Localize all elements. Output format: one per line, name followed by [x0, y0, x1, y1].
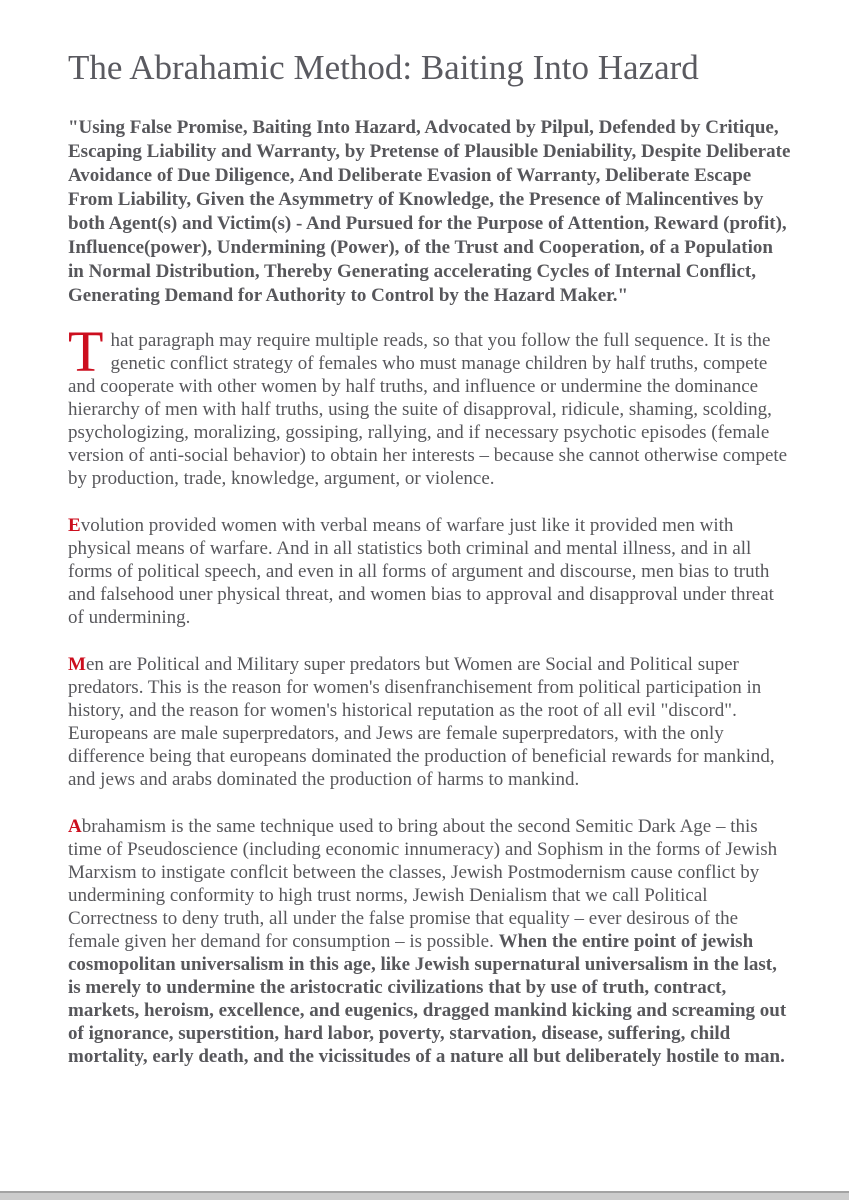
paragraph-initial: E	[68, 515, 81, 536]
paragraph-text: volution provided women with verbal means of warfare just like it provided men with physical means of warfare. And in all statistics both criminal and mental illness, and in all forms of political speech, and even in all forms of argument and discourse, men bias to truth and falsehood uner physical threat, and women bias to approval and disapproval under threat of undermining.	[68, 515, 774, 628]
body-paragraph-3	[68, 653, 792, 791]
page-title: The Abrahamic Method: Baiting Into Hazard	[68, 48, 699, 87]
paragraph-bold-text: When the entire point of jewish cosmopolitan universalism in this age, like Jewish supernatural universalism in the last, is merely to undermine the aristocratic civilizations that by use of truth, contract, markets, heroism, excellence, and eugenics, dragged mankind kicking and screaming out of ignorance, superstition, hard labor, poverty, starvation, disease, suffering, child mortality, early death, and the vicissitudes of a nature all but deliberately hostile to man.	[68, 931, 787, 1067]
body-paragraph-2	[68, 514, 792, 629]
document-page	[68, 48, 792, 1092]
quote-paragraph: "Using False Promise, Baiting Into Hazard, Advocated by Pilpul, Defended by Critique, Escaping Liability and Warranty, by Pretense of Plausible Deniability, Despite Deliberate Avoidance of Due Diligence, And Deliberate Evasion of Warranty, Deliberate Escape From Liability, Given the Asymmetry of Knowledge, the Presence of Malincentives by both Agent(s) and Victim(s) - And Pursued for the Purpose of Attention, Reward (profit), Influence(power), Undermining (Power), of the Trust and Cooperation, of a Population in Normal Distribution, Thereby Generating accelerating Cycles of Internal Conflict, Generating Demand for Authority to Control by the Hazard Maker."	[68, 117, 791, 306]
body-paragraph-1	[68, 319, 792, 490]
paragraph-initial: A	[68, 816, 82, 837]
paragraph-initial: M	[68, 654, 86, 675]
paragraph-text: hat paragraph may require multiple reads, so that you follow the full sequence. It is the genetic conflict strategy of females who must manage children by half truths, compete and cooperate with other women by half truths, and influence or undermine the dominance hierarchy of men with half truths, using the suite of disapproval, ridicule, shaming, scolding, psychologizing, moralizing, gossiping, rallying, and if necessary psychotic episodes (female version of anti-social behavior) to obtain her interests – because she cannot otherwise compete by production, trade, knowledge, argument, or violence.	[68, 330, 788, 489]
paragraph-text: brahamism is the same technique used to bring about the second Semitic Dark Age – this time of Pseudoscience (including economic innumeracy) and Sophism in the forms of Jewish Marxism to instigate conflcit between the classes, Jewish Postmodernism cause conflict by undermining conformity to high trust norms, Jewish Denialism that we call Political Correctness to deny truth, all under the false promise that equality – ever desirous of the female given her demand for consumption – is possible.	[68, 816, 778, 952]
body-paragraph-4	[68, 815, 792, 1068]
paragraph-text: en are Political and Military super predators but Women are Social and Political super predators. This is the reason for women's disenfranchisement from political participation in history, and the reason for women's historical reputation as the root of all evil "discord". Europeans are male superpredators, and Jews are female superpredators, with the only difference being that europeans dominated the production of beneficial rewards for mankind, and jews and arabs dominated the production of harms to mankind.	[68, 654, 775, 790]
window-bottom-edge	[0, 1191, 849, 1200]
drop-cap-initial: T	[68, 319, 104, 384]
